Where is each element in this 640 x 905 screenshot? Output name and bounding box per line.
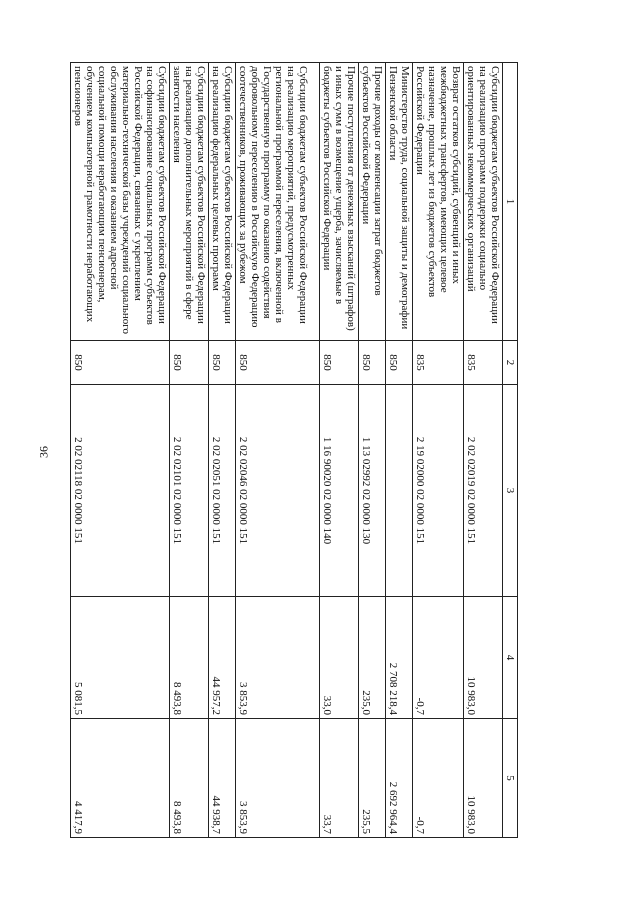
row-admin: 850 xyxy=(359,341,386,385)
row-value-5: 44 938,7 xyxy=(209,719,236,838)
row-value-4: 5 081,5 xyxy=(71,597,170,719)
row-name: Субсидии бюджетам субъектов Российской Федерации на реализацию программ поддержки социально ориентированных некоммерческих организаций xyxy=(464,63,503,341)
row-value-4: 3 853,9 xyxy=(236,597,320,719)
row-name: Прочие доходы от компенсации затрат бюджетов субъектов Российской Федерации xyxy=(359,63,386,341)
row-value-5: 2 692 964,4 xyxy=(386,719,413,838)
row-name: Субсидии бюджетам субъектов Российской Федерации на реализацию мероприятий, предусмотренных региональной программой переселения, включенной в Государственную программу по оказанию содействия добровольному переселению в Российскую Федерацию соотечественников, проживающих за рубежом xyxy=(236,63,320,341)
row-value-5: 3 853,9 xyxy=(236,719,320,838)
rotated-table-container xyxy=(72,62,518,837)
table-row xyxy=(413,63,464,838)
row-code: 2 02 02051 02 0000 151 xyxy=(209,385,236,597)
row-value-4: 8 493,8 xyxy=(170,597,209,719)
row-value-4: 44 957,2 xyxy=(209,597,236,719)
row-value-5: 8 493,8 xyxy=(170,719,209,838)
header-col-1: 1 xyxy=(503,63,518,341)
row-admin: 850 xyxy=(71,341,170,385)
row-code: 2 02 02101 02 0000 151 xyxy=(170,385,209,597)
row-value-5: 33,7 xyxy=(320,719,359,838)
row-admin: 835 xyxy=(413,341,464,385)
row-name: Субсидии бюджетам субъектов Российской Федерации на софинансирование социальных программ субъектов Российской Федерации, связанных с укреплением материально-технической базы учреждений социального обслуживания населения и оказанием адресной социальной помощи неработающим пенсионерам, обучением компьютерной грамотности неработающих пенсионеров xyxy=(71,63,170,341)
row-value-5: 4 417,9 xyxy=(71,719,170,838)
row-name: Субсидии бюджетам субъектов Российской Федерации на реализацию федеральных целевых программ xyxy=(209,63,236,341)
row-code: 2 02 02046 02 0000 151 xyxy=(236,385,320,597)
row-admin: 850 xyxy=(170,341,209,385)
table-row xyxy=(386,63,413,838)
budget-table xyxy=(70,62,518,838)
page-number: 36 xyxy=(36,446,51,458)
row-code: 1 13 02992 02 0000 130 xyxy=(359,385,386,597)
row-value-4: 33,0 xyxy=(320,597,359,719)
table-row xyxy=(236,63,320,838)
table-row xyxy=(71,63,170,838)
table-row xyxy=(464,63,503,838)
row-admin: 850 xyxy=(320,341,359,385)
row-code: 2 02 02118 02 0000 151 xyxy=(71,385,170,597)
row-value-5: 10 983,0 xyxy=(464,719,503,838)
row-value-4: 235,0 xyxy=(359,597,386,719)
row-code: 2 19 02000 02 0000 151 xyxy=(413,385,464,597)
header-col-5: 5 xyxy=(503,719,518,838)
row-code: 2 02 02019 02 0000 151 xyxy=(464,385,503,597)
row-name: Прочие поступления от денежных взысканий (штрафов) и иных сумм в возмещение ущерба, зачисляемые в бюджеты субъектов Российской Федерации xyxy=(320,63,359,341)
table-row xyxy=(209,63,236,838)
row-code xyxy=(386,385,413,597)
row-admin: 850 xyxy=(386,341,413,385)
row-code: 1 16 90020 02 0000 140 xyxy=(320,385,359,597)
row-name: Возврат остатков субсидий, субвенций и иных межбюджетных трансфертов, имеющих целевое назначение, прошлых лет из бюджетов субъектов Российской Федерации xyxy=(413,63,464,341)
row-value-5: 235,5 xyxy=(359,719,386,838)
row-name: Министерство труда, социальной защиты и демографии Пензенской области xyxy=(386,63,413,341)
header-row xyxy=(503,63,518,838)
row-value-4: 10 983,0 xyxy=(464,597,503,719)
table-row xyxy=(320,63,359,838)
row-admin: 850 xyxy=(236,341,320,385)
row-value-4: 2 708 218,4 xyxy=(386,597,413,719)
header-col-2: 2 xyxy=(503,341,518,385)
header-col-3: 3 xyxy=(503,385,518,597)
row-value-4: -0,7 xyxy=(413,597,464,719)
row-admin: 835 xyxy=(464,341,503,385)
header-col-4: 4 xyxy=(503,597,518,719)
row-admin: 850 xyxy=(209,341,236,385)
row-value-5: -0,7 xyxy=(413,719,464,838)
table-row xyxy=(359,63,386,838)
table-row xyxy=(170,63,209,838)
row-name: Субсидии бюджетам субъектов Российской Федерации на реализацию дополнительных мероприятий в сфере занятости населения xyxy=(170,63,209,341)
